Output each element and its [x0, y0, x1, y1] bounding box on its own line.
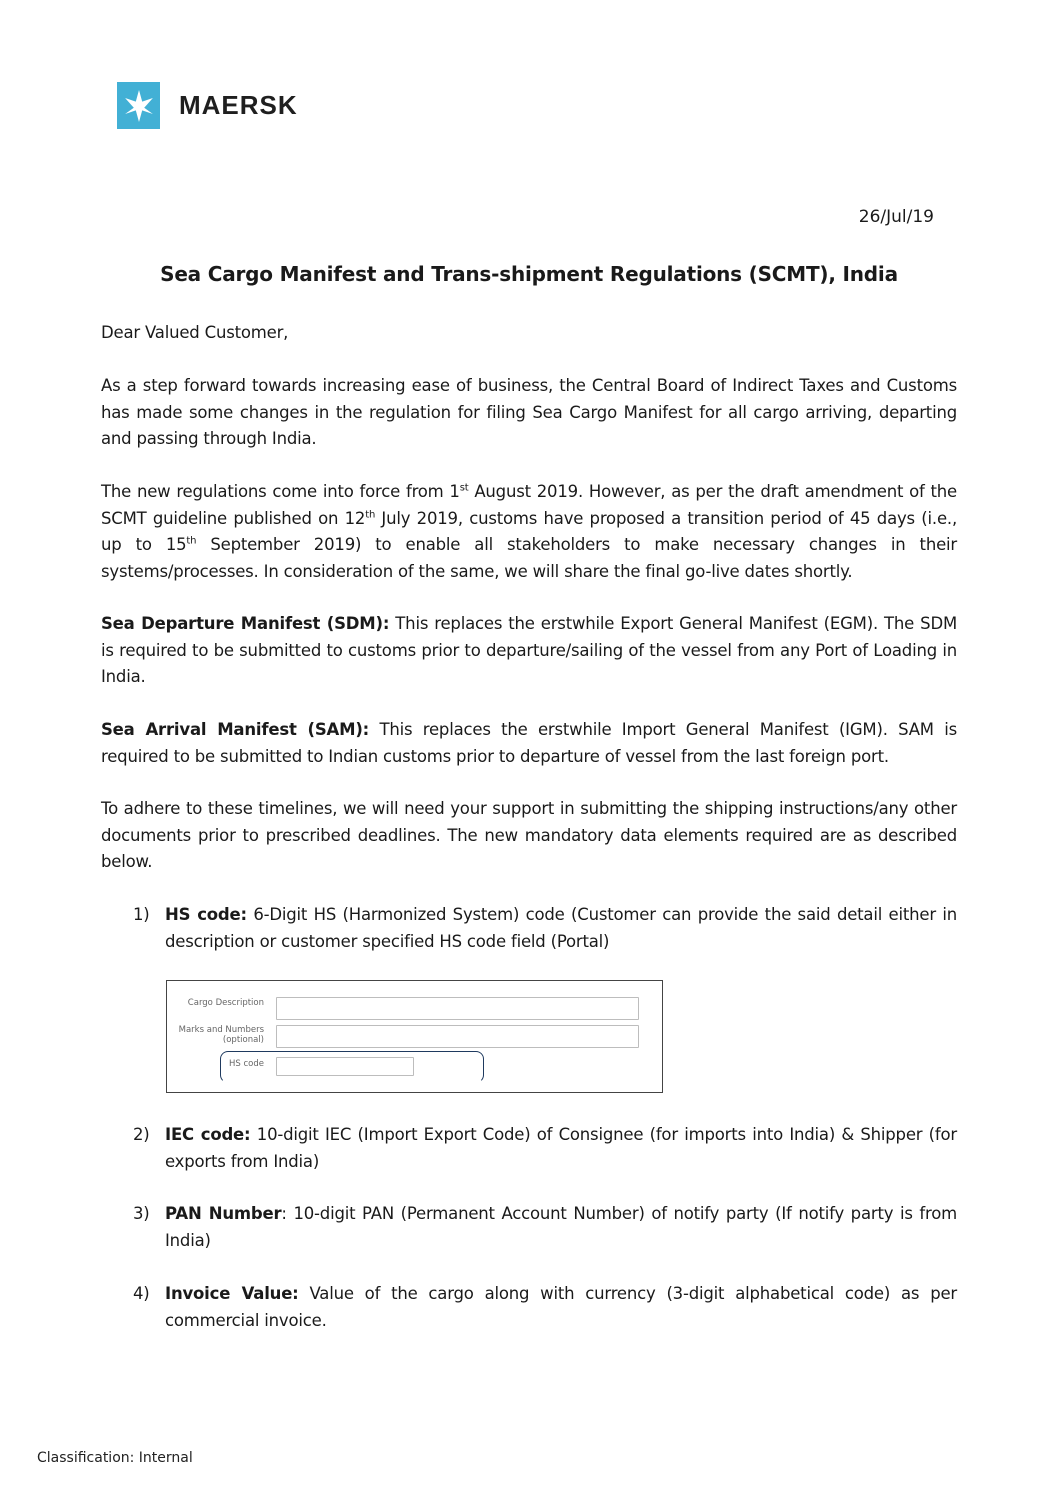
document-title: Sea Cargo Manifest and Trans-shipment Regulations (SCMT), India [160, 262, 898, 286]
marks-numbers-label: Marks and Numbers [178, 1025, 264, 1035]
hs-code-input [276, 1057, 414, 1076]
list-item: 1) HS code: 6-Digit HS (Harmonized System) code (Customer can provide the said detail either in description or customer specified HS code field (Portal) [133, 905, 957, 951]
marks-numbers-input [276, 1025, 639, 1048]
portal-form-screenshot [166, 980, 663, 1093]
logo-wordmark: MAERSK [179, 90, 298, 120]
list-item: 3) PAN Number: 10-digit PAN (Permanent Account Number) of notify party (If notify party is from India) [133, 1204, 957, 1250]
sam-label: Sea Arrival Manifest (SAM): [101, 720, 370, 739]
sdm-label: Sea Departure Manifest (SDM): [101, 614, 390, 633]
hs-code-label: HS code [229, 1059, 264, 1069]
list-item: 4) Invoice Value: Value of the cargo along with currency (3-digit alphabetical code) as per commercial invoice. [133, 1284, 958, 1330]
sdm-paragraph: Sea Departure Manifest (SDM): This replaces the erstwhile Export General Manifest (EGM). The SDM is required to be submitted to customs prior to departure/sailing of the vessel from any Port of Loading in India. [101, 614, 957, 686]
cargo-description-input [276, 997, 639, 1020]
marks-optional-label: (optional) [222, 1035, 264, 1045]
intro-paragraph: As a step forward towards increasing ease of business, the Central Board of Indirect Taxes and Customs has made some changes in the regulation for filing Sea Cargo Manifest for all cargo arriving, departing and passing through India. [101, 376, 957, 448]
maersk-logo [117, 82, 298, 129]
sam-paragraph: Sea Arrival Manifest (SAM): This replaces the erstwhile Import General Manifest (IGM). SAM is required to be submitted to Indian customs prior to departure of vessel from the last foreign port. [101, 720, 957, 766]
list-item: 2) IEC code: 10-digit IEC (Import Export Code) of Consignee (for imports into India) & Shipper (for exports from India) [133, 1125, 957, 1171]
greeting: Dear Valued Customer, [101, 323, 289, 342]
letter-date: 26/Jul/19 [858, 207, 934, 227]
star-icon [117, 82, 160, 129]
regulations-paragraph: The new regulations come into force from 1st August 2019. However, as per the draft amendment of the SCMT guideline published on 12th July 2019, customs have proposed a transition period of 45 days (i.e., up to 15th September 2019) to enable all stakeholders to make necessary changes in their systems/processes. In consideration of the same, we will share the final go-live dates shortly. [101, 482, 957, 581]
classification-footer: Classification: Internal [37, 1450, 193, 1466]
adhere-paragraph: To adhere to these timelines, we will need your support in submitting the shipping instructions/any other documents prior to prescribed deadlines. The new mandatory data elements required are as described below. [101, 799, 957, 871]
cargo-description-label: Cargo Description [187, 998, 264, 1008]
